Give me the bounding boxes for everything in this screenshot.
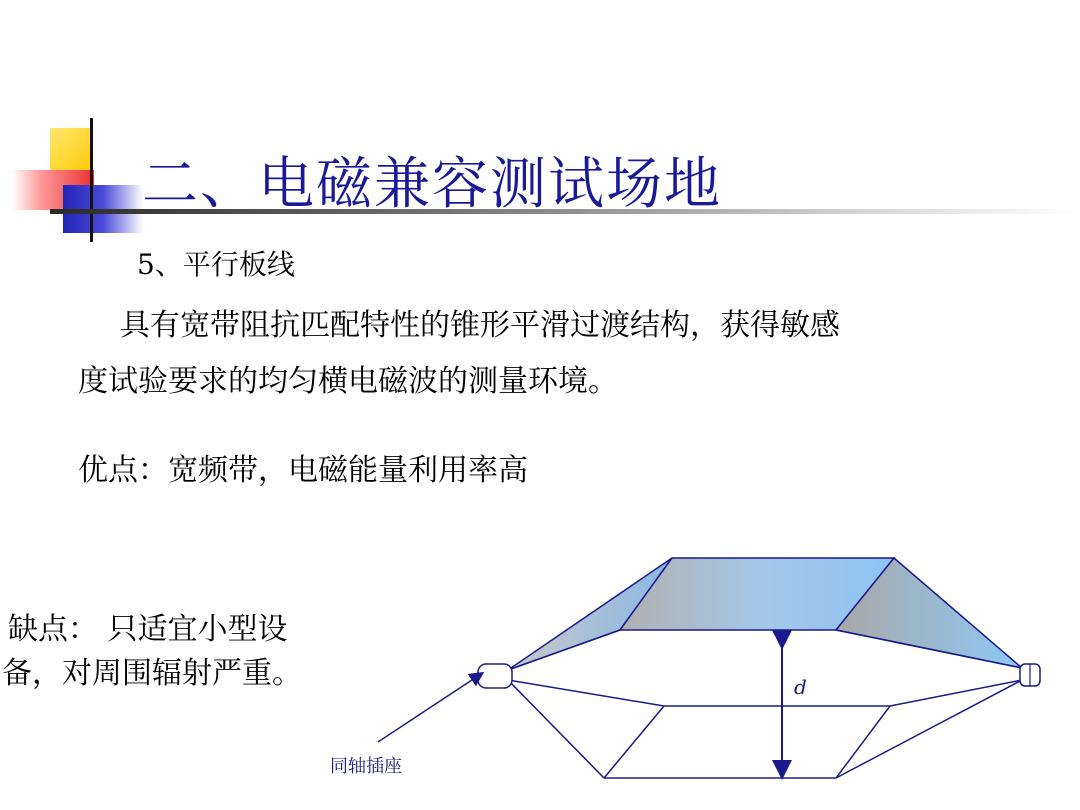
page-title: 二、电磁兼容测试场地 xyxy=(142,152,722,217)
deco-yellow-square xyxy=(50,128,93,175)
description-paragraph xyxy=(78,298,1018,410)
description-line: 度试验要求的均匀横电磁波的测量环境。 xyxy=(78,364,618,399)
advantages-text: 优点：宽频带，电磁能量利用率高 xyxy=(78,453,528,488)
disadvantages-text xyxy=(2,608,362,696)
left-coax-connector xyxy=(478,664,512,688)
connector-pointer xyxy=(378,676,478,742)
section-subheading: 5、平行板线 xyxy=(137,248,295,281)
connector-label: 同轴插座 xyxy=(330,756,402,777)
parallel-plate-line-diagram xyxy=(320,540,1050,800)
gap-label: d xyxy=(794,675,807,699)
disadvantages-line: 缺点： 只适宜小型设 xyxy=(8,612,288,647)
description-line: 具有宽带阻抗匹配特性的锥形平滑过渡结构，获得敏感 xyxy=(120,308,840,343)
disadvantages-line: 备，对周围辐射严重。 xyxy=(2,656,302,691)
lower-plate-outline xyxy=(508,680,1022,706)
deco-vertical-line xyxy=(90,118,93,242)
